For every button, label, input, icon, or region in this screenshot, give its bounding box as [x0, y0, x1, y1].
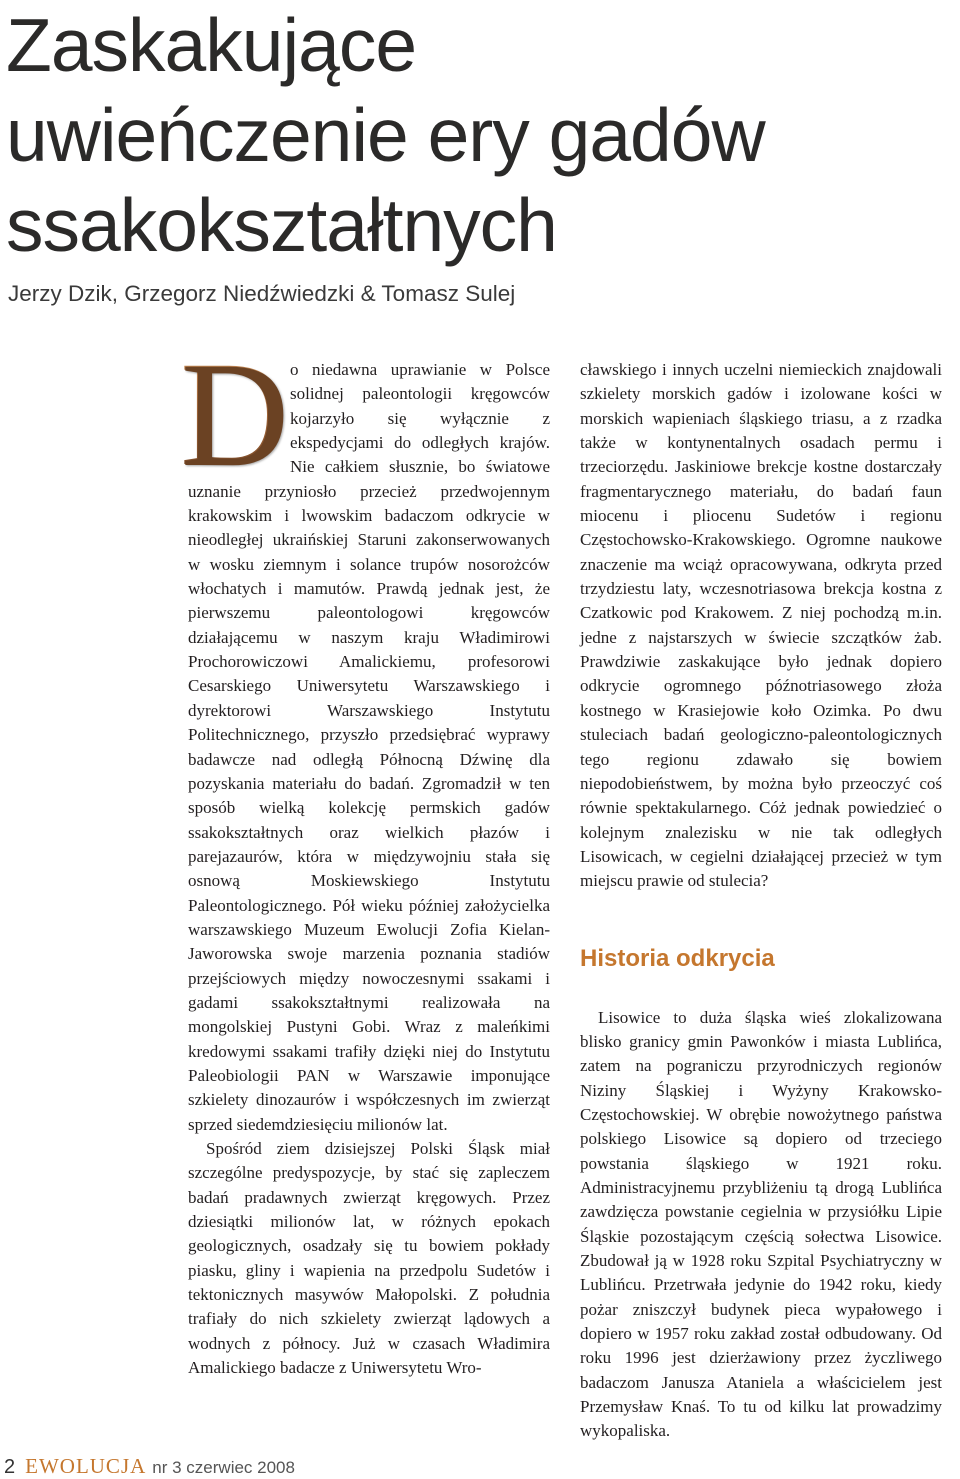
article-title: [6, 0, 956, 270]
issue-info: nr 3 czerwiec 2008: [152, 1458, 295, 1477]
left-column: [180, 331, 550, 1380]
intro-paragraph-text: o niedawna uprawianie w Polsce solidnej paleontologii kręgowców kojarzyło się wyłącznie z ekspedycjami do odległych krajów. Nie całkiem słusznie, bo światowe uznanie przyniosło przecież przedwojennym krakowskim i lwowskim badaczom odkrycie w nieodległej ukraińskiej Staruni zakonserwowanych w wosku ziemnym i solance trupów nosorożców włochatych i mamutów. Prawdą jednak jest, że pierwszemu paleontologowi kręgowców działającemu w naszym kraju Władimirowi Prochorowiczowi Amalickiemu, profesorowi Cesarskiego Uniwersytetu Warszawskiego i dyrektorowi Warszawskiego Instytutu Politechnicznego, przyszło przedsiębrać wyprawy badawcze nad odległą Północną Dźwinę dla pozyskania materiału do badań. Zgromadził w ten sposób wielką kolekcję permskich gadów ssakokształtnych oraz wielkich płazów i parejazaurów, która w międzywojniu stała się osnową Moskiewskiego Instytutu Paleontologicznego. Pół wieku później założycielka warszawskiego Muzeum Ewolucji Zofia Kielan-Jaworowska swoje marzenia poznania stadiów przejściowych między nowoczesnymi ssakami i gadami ssakokształtnymi realizowała na mongolskiej Pustyni Gobi. Wraz z maleńkimi kredowymi ssakami trafiły dzięki niej do Instytutu Paleobiologii PAN w Warszawie imponujące szkielety dinozaurów i współczesnych im zwierząt sprzed siedemdziesięciu milionów lat.: [188, 360, 550, 1134]
title-line-1: Zaskakujące: [6, 3, 417, 87]
article-authors: Jerzy Dzik, Grzegorz Niedźwiedzki & Tomasz Sulej: [8, 281, 516, 306]
right-column: [580, 358, 942, 1444]
page-footer: [4, 1454, 295, 1479]
paragraph-silesia: Spośród ziem dzisiejszej Polski Śląsk miał szczególne predyspozycje, by stać się zapleczem badań pradawnych zwierząt kręgowych. Przez dziesiątki milionów lat, w różnych epokach geologicznych, osadzały się tu bowiem pokłady piasku, gliny i wapienia na przedpolu Sudetów i tektonicznych masywów Małopolski. Z południa trafiały do nich szkielety zwierząt lądowych a wodnych z północy. Już w czasach Władimira Amalickiego badacze z Uniwersytetu Wro-: [188, 1139, 550, 1378]
drop-cap: D: [180, 331, 289, 497]
paragraph-history: Lisowice to duża śląska wieś zlokalizowana blisko granicy gmin Pawonków i miasta Lublińca, zatem na pograniczu przyrodniczych regionów Niziny Śląskiej i Wyżyny Krakowsko-Częstochowskiej. W obrębie nowożytnego państwa polskiego Lisowice są dopiero od trzeciego powstania śląskiego w 1921 roku. Administracyjnemu przybliżeniu tą drogą Lublińca zawdzięcza powstanie cegielnia w przysiółku Lipie Śląskie pozostającym częścią sołectwa Lisowice. Zbudował ją w 1928 roku Szpital Psychiatryczny w Lublińcu. Przetrwała jedynie do 1942 roku, kiedy pożar zniszczył budynek pieca wypałowego i dopiero w 1957 roku zakład został odbudowany. Od roku 1996 jest dzierżawiony przez życzliwego badaczom Janusza Ataniela a właścicielem jest Przemysław Knaś. To tu od kilku lat prowadzimy wykopaliska.: [580, 1007, 942, 1441]
title-line-2: uwieńczenie ery gadów: [6, 93, 765, 177]
title-line-3: ssakokształtnych: [6, 183, 557, 267]
section-heading: Historia odkrycia: [580, 944, 775, 972]
intro-paragraph: [180, 331, 550, 1137]
magazine-name: EWOLUCJA: [25, 1454, 147, 1478]
paragraph-continuation: cławskiego i innych uczelni niemieckich znajdowali szkielety morskich gadów i izolowane kości w morskich wapieniach śląskiego triasu, a z rzadka także w kontynentalnych osadach permu i trzeciorzędu. Jaskiniowe brekcje kostne dostarczały fragmentarycznego materiału, do badań faun miocenu i pliocenu Sudetów i regionu Częstochowsko-Krakowskiego. Ogromne naukowe znaczenie ma wciąż opracowywana, odkryta przed trzydziestu laty, wczesnotriasowa brekcja kostna z Czatkowic pod Krakowem. Z niej pochodzą m.in. jedne z najstarszych w świecie szczątków żab. Prawdziwie zaskakujące było jednak dopiero odkrycie ogromnego późnotriasowego złoża kostnego w Krasiejowie koło Ozimka. Po dwu stuleciach badań geologiczno-paleontologicznych tego regionu zdawało się bowiem niepodobieństwem, by można było przeoczyć coś równie spektakularnego. Cóż jednak powiedzieć o kolejnym znalezisku w nie tak odległych Lisowicach, w cegielni działającej przecież w tym miejscu prawie od stulecia?: [580, 360, 942, 891]
page-number: 2: [4, 1456, 16, 1478]
